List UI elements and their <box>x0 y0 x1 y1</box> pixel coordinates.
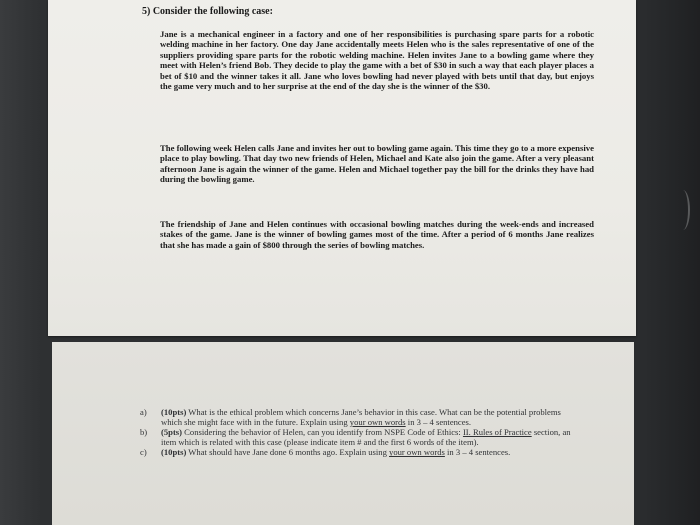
question-c-text: What should have Jane done 6 months ago. Explain using <box>186 447 390 458</box>
question-c-underlined: your own words <box>389 447 445 458</box>
case-paragraph-1: Jane is a mechanical engineer in a factory and one of her responsibilities is purchasing spare parts for a robotic welding machine in her factory. One day Jane accidentally meets Helen who is the sales representative of one of the suppliers providing spare parts for the robotic welding machine. Helen invites Jane to a bowling game where they meet with Helen’s friend Bob. They decide to play the game with a bet of $30 in such a way that each player places a bet of $10 and the winner takes it all. Jane who loves bowling had never played with bets until that day, but enjoys the game very much and to her surprise at the end of the day she is the winner of the $30. <box>160 29 594 92</box>
question-c <box>140 447 580 457</box>
question-a-underlined: your own words <box>349 417 406 428</box>
case-paragraph-3: The friendship of Jane and Helen continues with occasional bowling matches during the week-ends and increased stakes of the game. Jane is the winner of bowling games most of the time. After a period of 6 months Jane realizes that she has made a gain of $800 through the series of bowling matches. <box>160 219 594 250</box>
question-heading: 5) Consider the following case: <box>142 6 273 17</box>
sub-questions <box>140 407 580 457</box>
question-b-underlined: II. Rules of Practice <box>462 427 532 438</box>
question-c-text-end: in 3 – 4 sentences. <box>444 447 511 458</box>
question-b-label: b) <box>140 427 148 438</box>
question-a-text: What is the ethical problem which concerns Jane’s behavior in this case. What can be the potential problems which she might face with in the future. Explain using <box>161 407 561 428</box>
question-a-label: a) <box>140 407 147 417</box>
question-c-label: c) <box>140 447 147 458</box>
question-b <box>140 427 580 447</box>
question-a <box>140 407 580 427</box>
question-c-points: (10pts) <box>161 447 187 458</box>
case-paragraph-2: The following week Helen calls Jane and invites her out to bowling game again. This time they go to a more expensive place to play bowling. That day two new friends of Helen, Michael and Kate also join the game. After a very pleasant afternoon Jane is again the winner of the game. Helen and Michael together pay the bill for the drinks they have had during the bowling game. <box>160 143 594 185</box>
question-a-points: (10pts) <box>161 407 187 417</box>
question-a-text-end: in 3 – 4 sentences. <box>405 417 472 428</box>
question-b-text: Considering the behavior of Helen, can you identify from NSPE Code of Ethics: <box>182 427 463 438</box>
question-b-text-end: section, an item which is related with this case (please indicate item # and the first 6 words of the item). <box>161 427 571 448</box>
light-reflection <box>676 190 690 230</box>
question-b-points: (5pts) <box>161 427 183 438</box>
